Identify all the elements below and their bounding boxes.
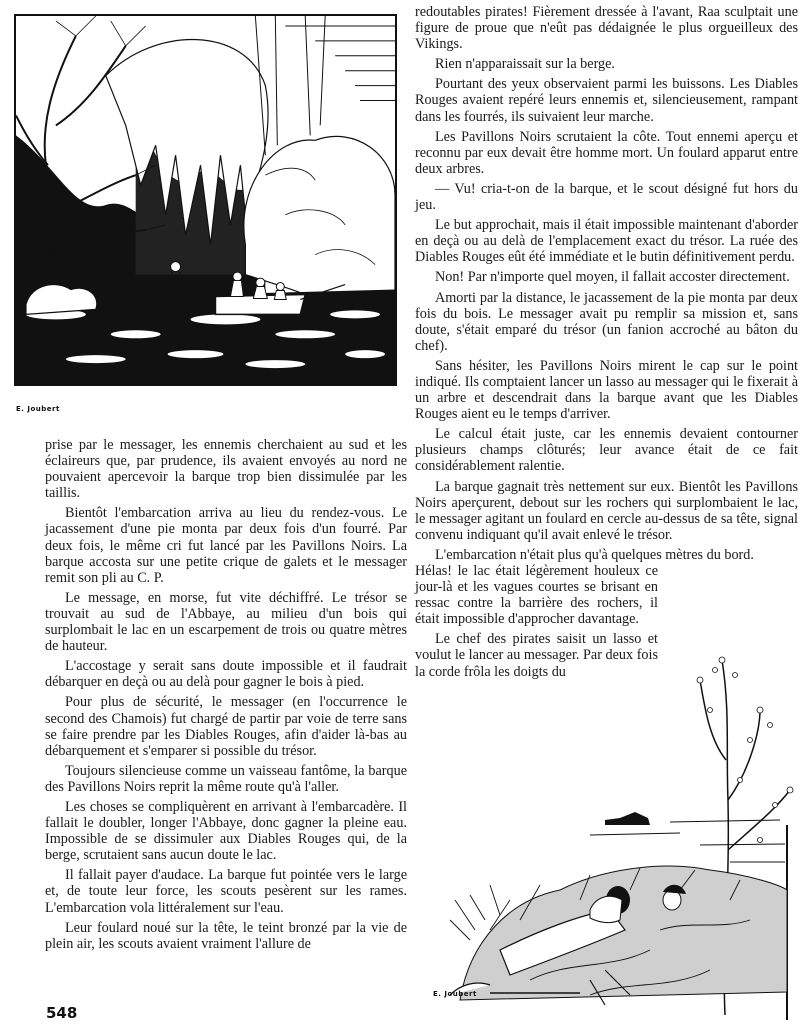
illustration-signature: E. Joubert xyxy=(16,405,60,413)
paragraph: Les Pavillons Noirs scrutaient la côte. Tout ennemi aperçu et reconnu par eux devait être homme mort. Un foulard apparut entre deux arbres. xyxy=(415,128,798,177)
illustration-boat-under-willows xyxy=(14,14,397,386)
paragraph: La barque gagnait très nettement sur eux. Bientôt les Pavillons Noirs aperçurent, debout sur les rochers qui surplombaient le lac, le messager agitant un foulard en cercle au-dessus de sa tête, signal convenu indiquant qu'il avait enlevé le trésor. xyxy=(415,478,798,543)
page-number: 548 xyxy=(46,1004,78,1022)
paragraph: Il fallait payer d'audace. La barque fut pointée vers le large et, de toute leur force, les scouts pesèrent sur les rames. L'embarcation vola littéralement sur l'eau. xyxy=(45,867,407,916)
paragraph: Bientôt l'embarcation arriva au lieu du rendez-vous. Le jacassement d'une pie monta par deux fois d'un fourré. Par deux fois, le même cri fut lancé par les Pavillons Noirs. La barque accosta sur une petite crique de galets et le messager remit son pli au C. P. xyxy=(45,505,407,586)
right-text-column xyxy=(415,4,798,684)
paragraph: redoutables pirates! Fièrement dressée à l'avant, Raa sculptait une figure de proue que n'eût pas dédaignée le plus orgueilleux des Vikings. xyxy=(415,4,798,53)
paragraph: — Vu! cria-t-on de la barque, et le scout désigné fut hors du jeu. xyxy=(415,180,798,214)
illustration-scouts-hiding xyxy=(430,600,812,1020)
paragraph: Non! Par n'importe quel moyen, il fallait accoster directement. xyxy=(435,269,790,286)
paragraph: Amorti par la distance, le jacassement de la pie monta par deux fois du bois. Le messager avait pu remplir sa mission et, sans doute, s'était emparé du trésor (un fanion accroché au bâton du chef). xyxy=(415,289,798,354)
paragraph: Le message, en morse, fut vite déchiffré. Le trésor se trouvait au sud de l'Abbaye, au milieu d'un bois qui surplombait le lac en un escarpement de trois ou quatre mètres de hauteur. xyxy=(45,589,407,655)
paragraph: Pourtant des yeux observaient parmi les buissons. Les Diables Rouges avaient repéré leurs ennemis et, silencieusement, rampant dans les fourrés, ils suivaient leur marche. xyxy=(415,76,798,125)
left-text-column xyxy=(45,437,407,956)
paragraph: Sans hésiter, les Pavillons Noirs mirent le cap sur le point indiqué. Ils comptaient lancer un lasso au messager qui le fixerait à un arbre et descendrait dans la barque avant que les Diables Rouges aient eu le temps d'arriver. xyxy=(415,357,798,423)
paragraph: L'accostage y serait sans doute impossible et il faudrait débarquer en deçà ou au delà pour gagner le bois à pied. xyxy=(45,658,407,691)
paragraph: L'embarcation n'était plus qu'à quelques mètres du bord. xyxy=(435,546,754,563)
paragraph: prise par le messager, les ennemis cherchaient au sud et les éclaireurs que, par prudence, ils avaient envoyés au nord ne pouvaient apercevoir la barque trop bien dissimulée par les taillis. xyxy=(45,437,407,502)
paragraph: Le calcul était juste, car les ennemis devaient contourner plusieurs champs clôturés; leur avance était de ce fait considérablement ralentie. xyxy=(415,426,798,475)
paragraph: Rien n'apparaissait sur la berge. xyxy=(435,56,615,73)
paragraph: Toujours silencieuse comme un vaisseau fantôme, la barque des Pavillons Noirs reprit la même route qu'à l'aller. xyxy=(45,762,407,795)
paragraph: Le but approchait, mais il était impossible maintenant d'aborder en deçà ou au delà de l'emplacement exact du trésor. La ruée des Diables Rouges eût été immédiate et le butin définitivement perdu. xyxy=(415,217,798,266)
illustration-signature: E. Joubert xyxy=(433,990,477,998)
paragraph: Hélas! le lac était légèrement houleux ce jour-là et les vagues courtes se brisant en ressac contre la barrière des rochers, il était impossible d'approcher davantage. xyxy=(415,563,658,628)
paragraph: Le chef des pirates saisit un lasso et voulut le lancer au messager. Par deux fois la corde frôla les doigts du xyxy=(415,631,658,680)
illustration-boat-drawing xyxy=(16,16,395,384)
paragraph: Leur foulard noué sur la tête, le teint bronzé par la vie de plein air, les scouts avaient vraiment l'allure de xyxy=(45,919,407,952)
paragraph: Pour plus de sécurité, le messager (en l'occurrence le second des Chamois) fut chargé de partir par voie de terre sans se faire prendre par les Diables Rouges, afin d'aider là-bas au débarquement et s'emparer si possible du trésor. xyxy=(45,694,407,759)
illustration-scouts-drawing xyxy=(430,600,812,1020)
paragraph: Les choses se compliquèrent en arrivant à l'embarcadère. Il fallait le doubler, longer l'Abbaye, donc gagner la pleine eau. Impossible de se dissimuler aux Diables Rouges qui, de la berge, scrutaient sans aucun doute le lac. xyxy=(45,798,407,864)
